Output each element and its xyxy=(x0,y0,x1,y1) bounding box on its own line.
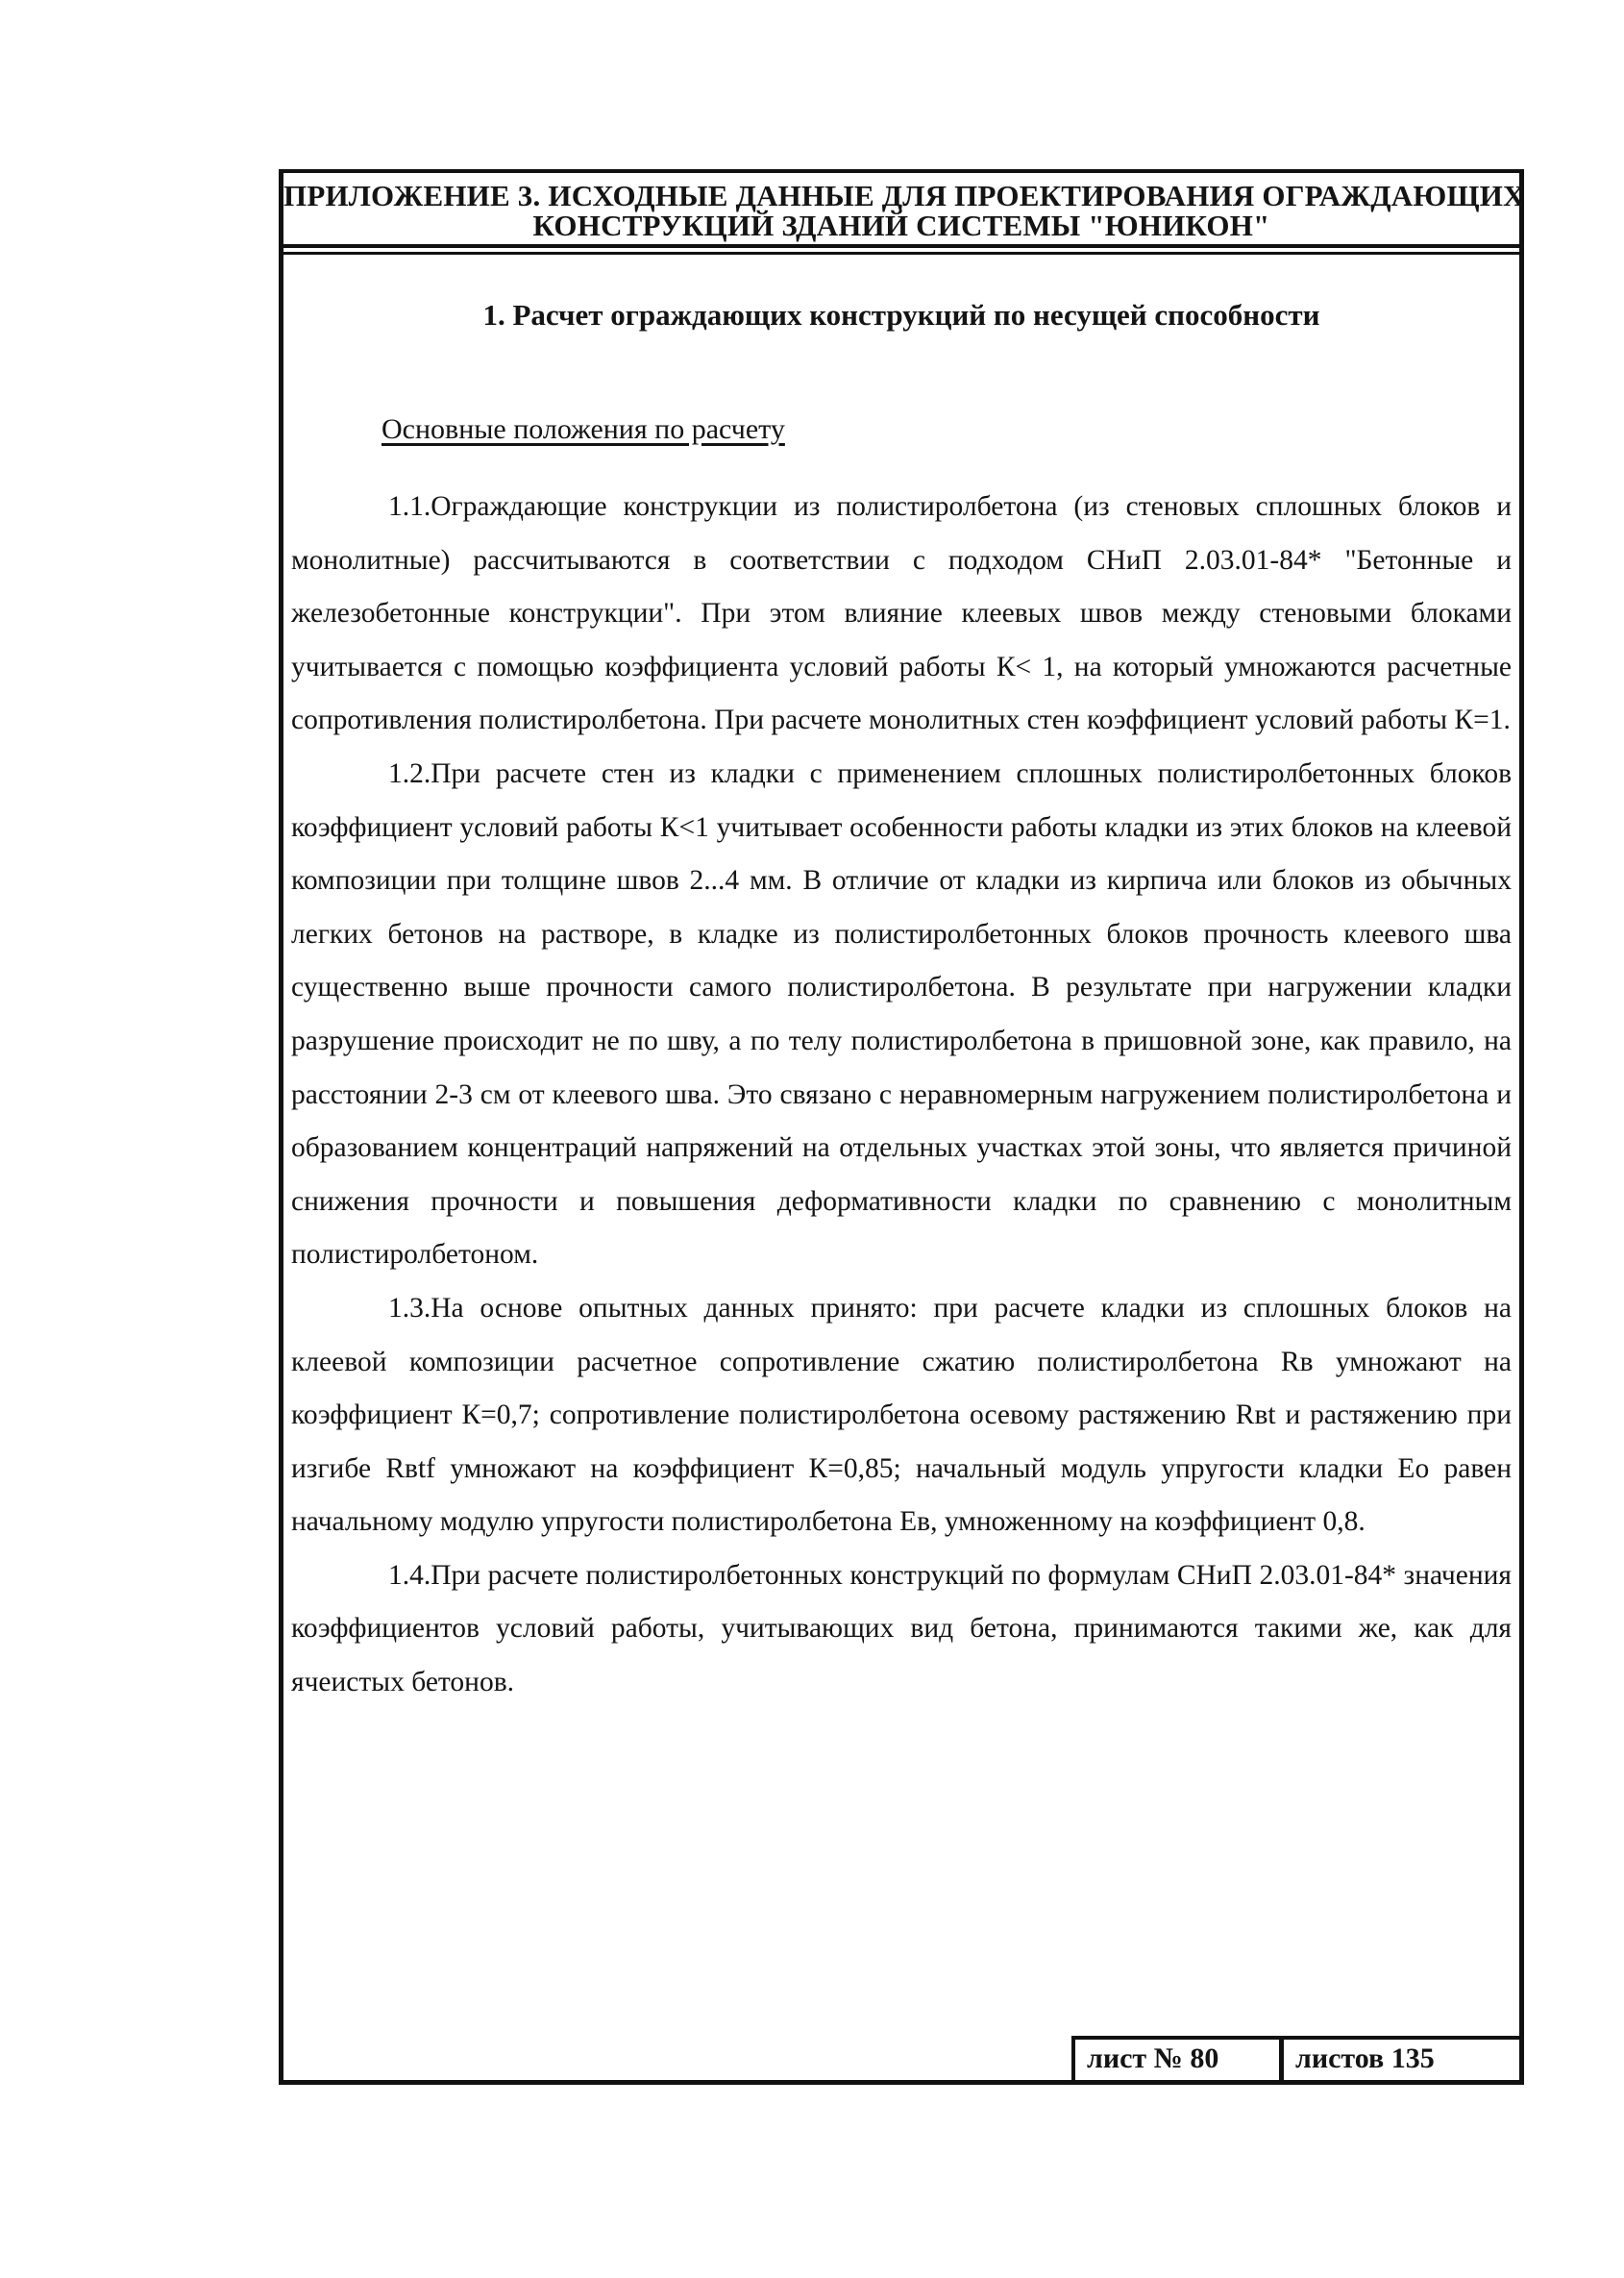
paragraph-1-1: 1.1.Ограждающие конструкции из полистиролбетона (из стеновых сплошных блоков и монолитные) рассчитываются в соответствии с подходом СНиП 2.03.01-84* "Бетонные и железобетонные конструкции". При этом влияние клеевых швов между стеновыми блоками учитывается с помощью коэффициента условий работы К< 1, на который умножаются расчетные сопротивления полистиролбетона. При расчете монолитных стен коэффициент условий работы К=1. xyxy=(291,491,1512,736)
sheet-footer xyxy=(1071,2036,1519,2080)
header-divider xyxy=(283,252,1519,255)
body-text xyxy=(291,481,1512,1710)
header-line-1: ПРИЛОЖЕНИЕ 3. ИСХОДНЫЕ ДАННЫЕ ДЛЯ ПРОЕКТИРОВАНИЯ ОГРАЖДАЮЩИХ xyxy=(283,179,1525,212)
section-title: 1. Расчет ограждающих конструкций по несущей способности xyxy=(482,298,1320,332)
header-line-2: КОНСТРУКЦИЙ ЗДАНИЙ СИСТЕМЫ "ЮНИКОН" xyxy=(532,209,1270,242)
document-frame xyxy=(279,169,1524,2085)
paragraph-1-2: 1.2.При расчете стен из кладки с применением сплошных полистиролбетонных блоков коэффициент условий работы К<1 учитывает особенности работы кладки из этих блоков на клеевой композиции при толщине швов 2...4 мм. В отличие от кладки из кирпича или блоков из обычных легких бетонов на растворе, в кладке из полистиролбетонных блоков прочность клеевого шва существенно выше прочности самого полистиролбетона. В результате при нагружении кладки разрушение происходит не по шву, а по телу полистиролбетона в пришовной зоне, как правило, на расстоянии 2-3 см от клеевого шва. Это связано с неравномерным нагружением полистиролбетона и образованием концентраций напряжений на отдельных участках этой зоны, что является причиной снижения прочности и повышения деформативности кладки по сравнению с монолитным полистиролбетоном. xyxy=(291,757,1512,1271)
paragraph-1-3: 1.3.На основе опытных данных принято: при расчете кладки из сплошных блоков на клеевой композиции расчетное сопротивление сжатию полистиролбетона Rв умножают на коэффициент К=0,7; сопротивление полистиролбетона осевому растяжению Rвt и растяжению при изгибе Rвtf умножают на коэффициент К=0,85; начальный модуль упругости кладки Eо равен начальному модулю упругости полистиролбетона Eв, умноженному на коэффициент 0,8. xyxy=(291,1292,1512,1538)
sheet-total: листов 135 xyxy=(1279,2040,1519,2080)
appendix-header xyxy=(283,173,1525,248)
paragraph-1-4: 1.4.При расчете полистиролбетонных конструкций по формулам СНиП 2.03.01-84* значения коэффициентов условий работы, учитывающих вид бетона, принимаются такими же, как для ячеистых бетонов. xyxy=(291,1559,1512,1698)
subheading: Основные положения по расчету xyxy=(381,413,785,445)
sheet-number: лист № 80 xyxy=(1071,2040,1273,2080)
